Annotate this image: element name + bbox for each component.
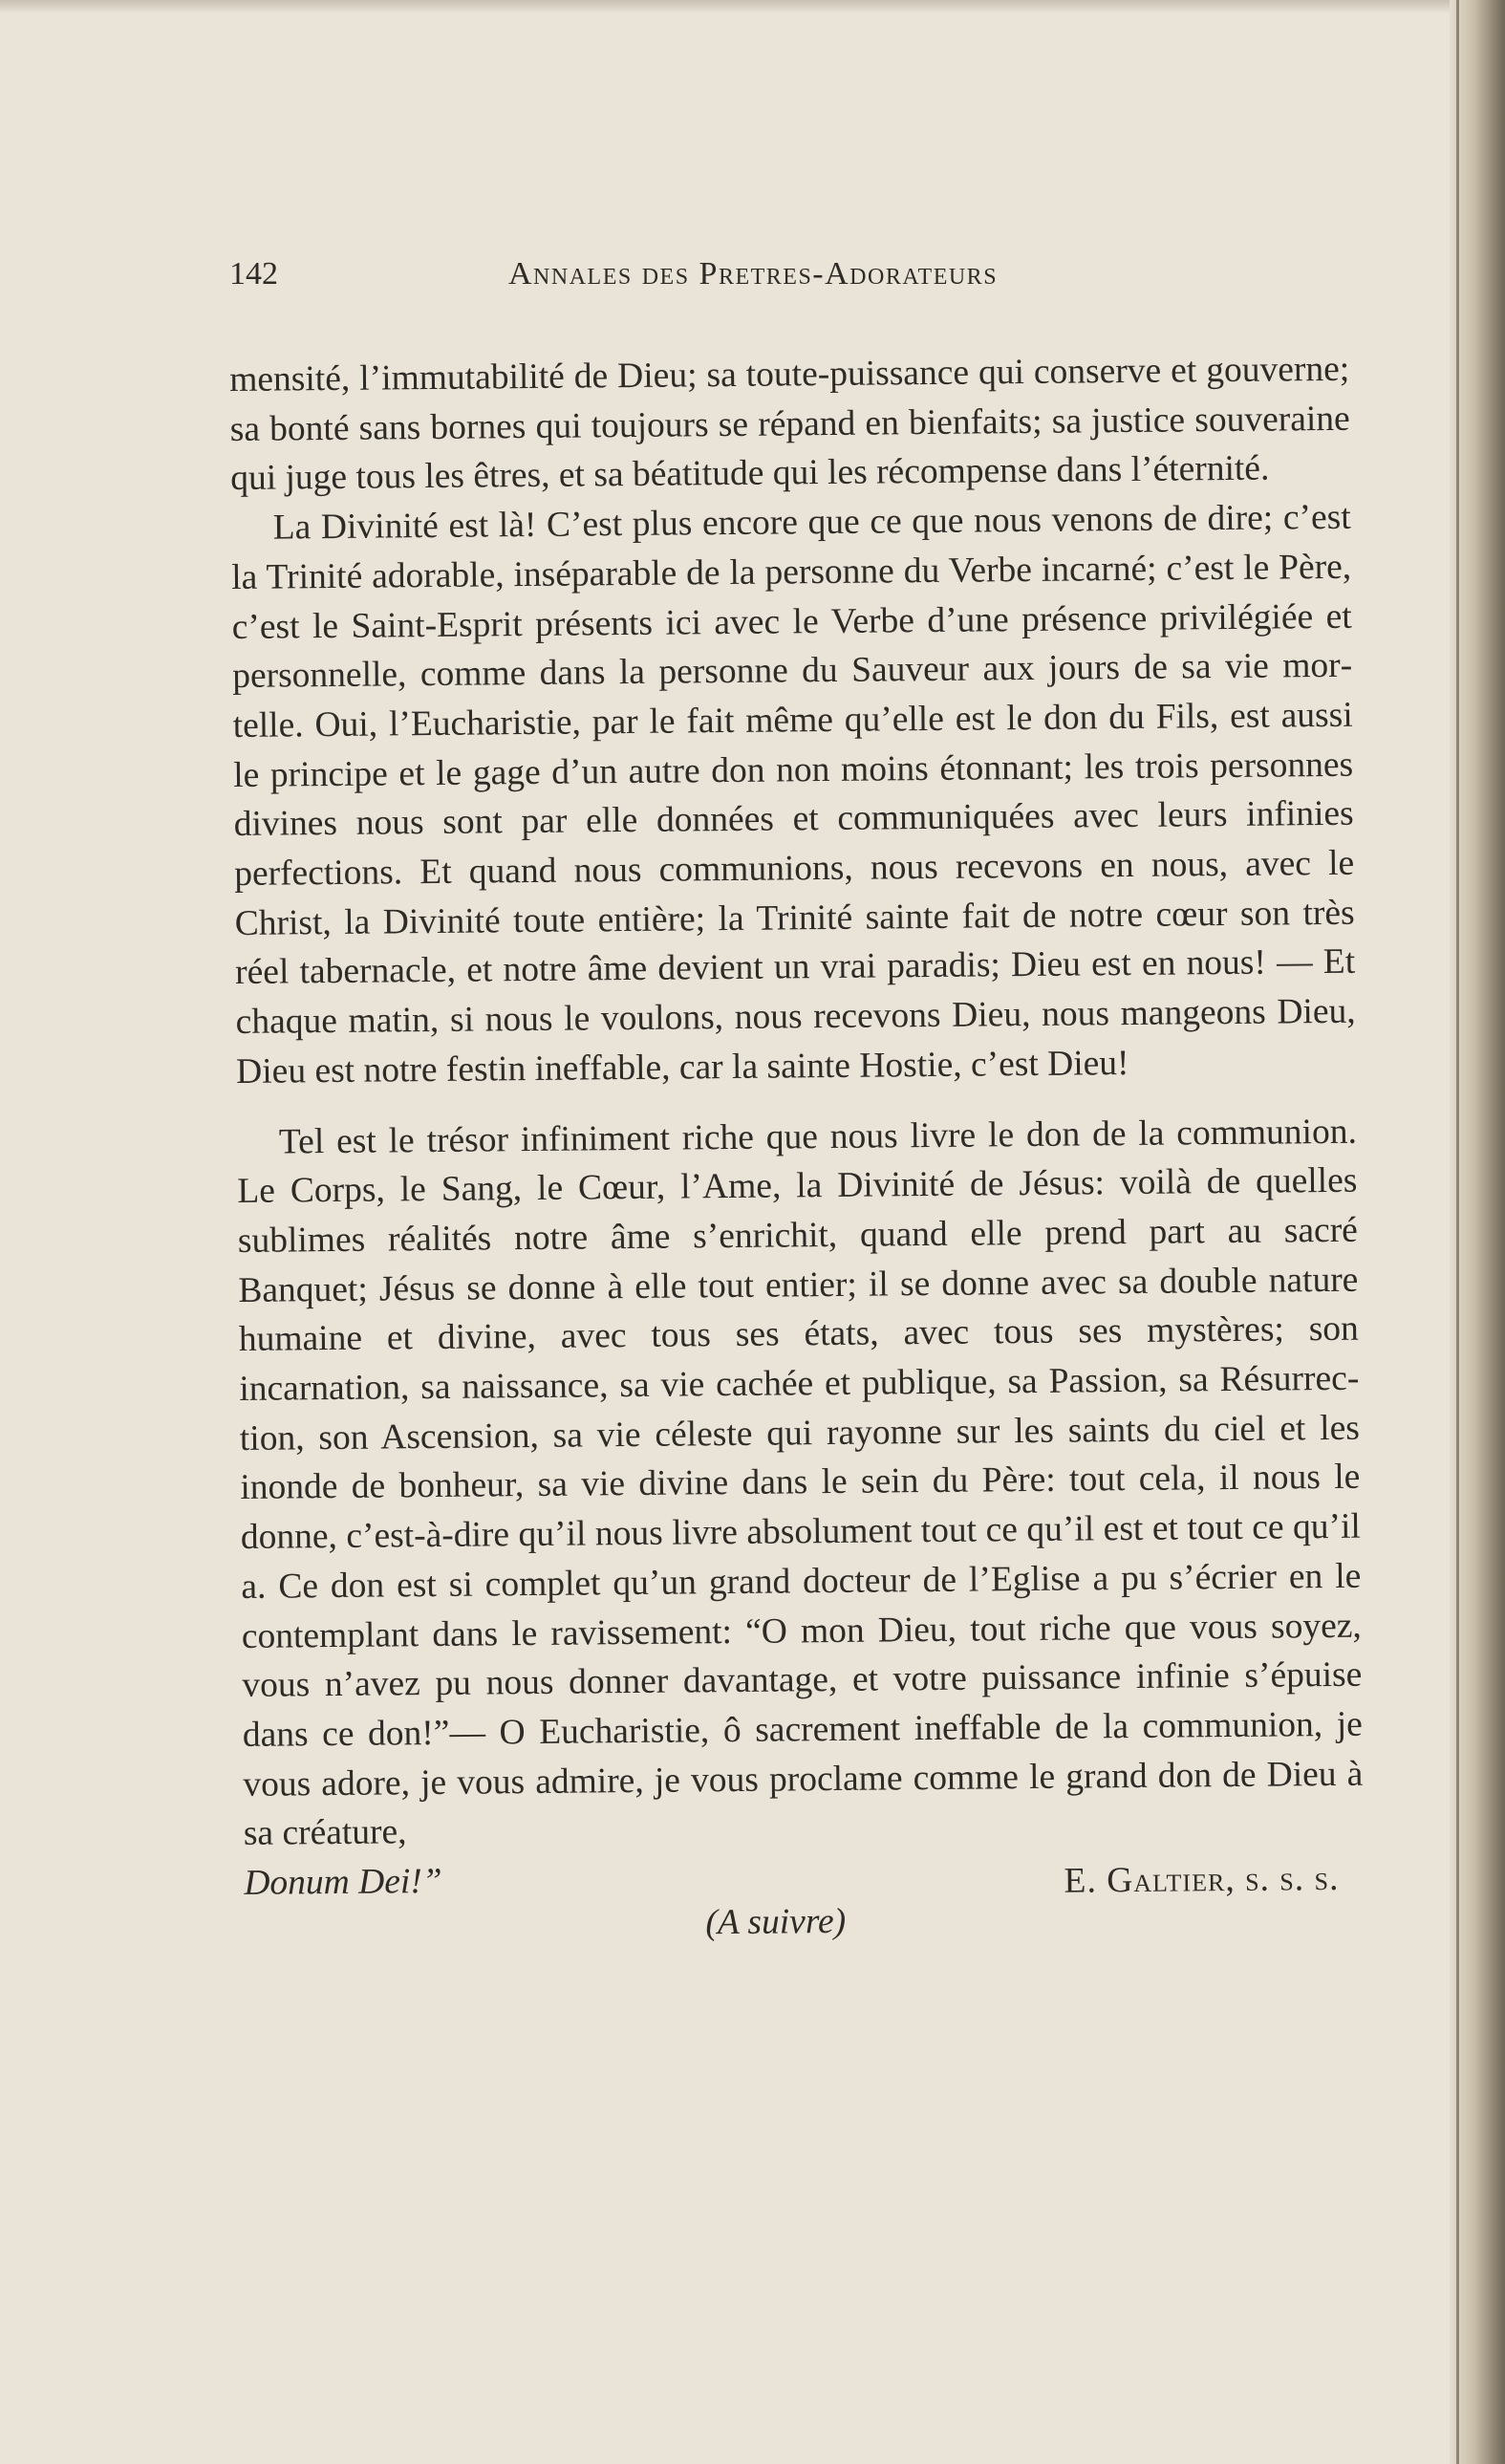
signature-line [244, 1848, 1364, 1913]
paragraph-2: La Divinité est là! C’est plus encore que ce que nous venons de dire; c’est la Trinité adorable, inséparable de la personne du Verbe incarné; c’est le Père, c’est le Saint-Esprit présents ici avec le Verbe d’une présence privilégiée et personnelle, comme dans la personne du Sauveur aux jours de sa vie mortelle. Oui, l’Eucharistie, par le fait même qu’elle est le don du Fils, est aussi le principe et le gage d’un autre don non moins étonnant; les trois personnes divines nous sont par elle données et communiquées avec leurs infinies perfections. Et quand nous communions, nous recevons en nous, avec le Christ, la Divinité toute entière; la Trinité sainte fait de notre cœur son très réel tabernacle, et notre âme devient un vrai paradis; Dieu est en nous! — Et chaque matin, si nous le voulons, nous recevons Dieu, nous mangeons Dieu, Dieu est notre festin ineffable, car la sainte Hostie, c’est Dieu! [231, 497, 1356, 1092]
page-number: 142 [229, 256, 278, 292]
running-head [229, 250, 1185, 298]
page-spine-shadow [1456, 0, 1459, 2464]
to-be-continued: (A suivre) [705, 1901, 847, 1943]
page-top-edge [0, 0, 1452, 13]
text-block [229, 345, 1365, 1953]
paragraph-1: mensité, l’immutabilité de Dieu; sa toute-puissance qui conserve et gouverne; sa bonté sans bornes qui toujours se répand en bienfaits; sa justice souveraine qui juge tous les êtres, et sa béatitude qui les récompense dans l’éternité. [229, 349, 1350, 499]
author-signature [1064, 1854, 1339, 1906]
running-title: Annales des Pretres-Adorateurs [508, 256, 999, 292]
author-affiliation: , s. s. s. [1225, 1859, 1340, 1900]
latin-closing: Donum Dei!” [244, 1862, 442, 1904]
paragraph-3-text: Tel est le trésor infiniment riche que nous livre le don de la communion. Le Corps, le Sang, le Cœur, l’Ame, la Divinité de Jésus: voilà de quelles sublimes réalités notre âme s’enrichit, quand elle prend part au sacré Banquet; Jésus se donne à elle tout entier; il se donne avec sa double nature humaine et divine, avec tous ses états, avec tous ses mystères; son incarnation, sa naissance, sa vie cachée et publique, sa Passion, sa Résurrection, son Ascension, sa vie céleste qui rayonne sur les saints du ciel et les inonde de bonheur, sa vie divine dans le sein du Père: tout cela, il nous le donne, c’est-à-dire qu’il nous livre absolument tout ce qu’il est et tout ce qu’il a. Ce don est si complet qu’un grand docteur de l’Eglise a pu s’écrier en le contemplant dans le ravissement: “O mon Dieu, tout riche que vous soyez, vous n’avez pu nous donner davantage, et votre puissance infinie s’épuise dans ce don!”— O Eucharistie, ô sacrement ineffable de la communion, je vous adore, je vous admire, je vous proclame comme le grand don de Dieu à sa créature, [237, 1112, 1364, 1854]
author-name: E. Galtier [1064, 1860, 1226, 1901]
paragraph-3 [237, 1107, 1364, 1859]
